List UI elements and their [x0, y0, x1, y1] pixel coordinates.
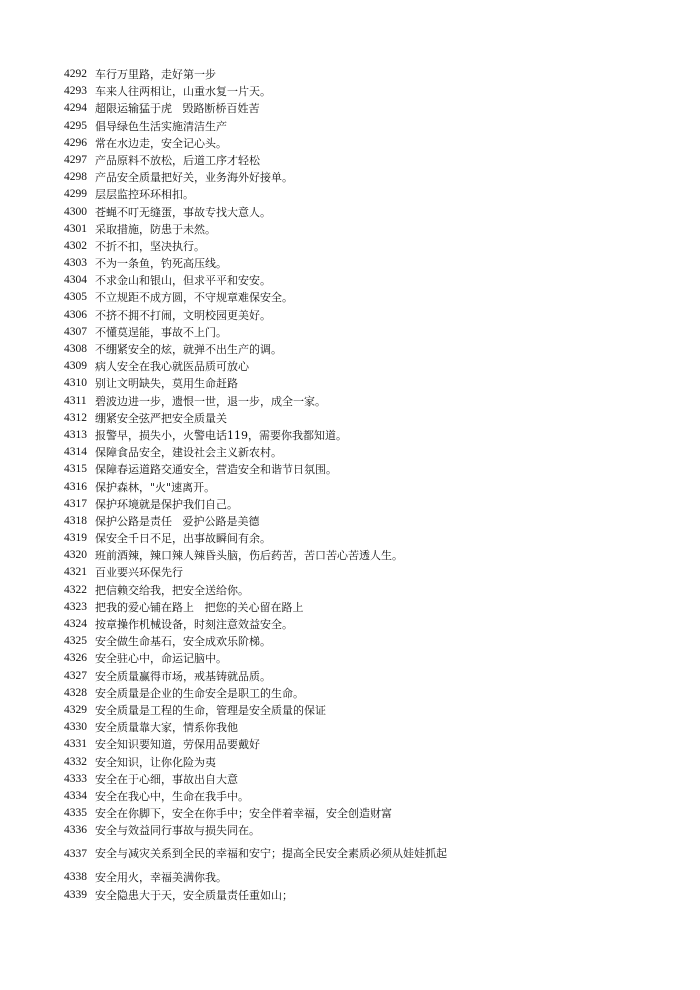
entry-text: 不立规距不成方圆，不守规章难保安全。 [95, 291, 293, 305]
entry-number: 4305 [64, 291, 87, 304]
entry-number: 4318 [64, 514, 87, 527]
list-item [64, 341, 464, 358]
slogan-list [64, 66, 464, 904]
entry-number: 4316 [64, 480, 87, 493]
entry-text: 安全与效益同行事故与损失同在。 [95, 824, 260, 838]
list-item [64, 324, 464, 341]
list-item [64, 513, 464, 530]
entry-text: 安全驻心中，命运记脑中。 [95, 652, 227, 666]
list-item [64, 393, 464, 410]
entry-number: 4336 [64, 824, 87, 837]
list-item [64, 839, 464, 869]
list-item [64, 547, 464, 564]
entry-number: 4324 [64, 618, 87, 630]
entry-number: 4311 [64, 394, 87, 407]
entry-text: 保护森林，"火"速离开。 [95, 480, 216, 494]
entry-text: 安全质量赢得市场，戒基铸就品质。 [95, 669, 271, 683]
list-item [64, 633, 464, 650]
entry-number: 4330 [64, 721, 87, 734]
list-item [64, 736, 464, 753]
entry-number: 4337 [64, 848, 87, 861]
entry-number: 4299 [64, 188, 87, 201]
entry-number: 4333 [64, 772, 87, 785]
list-item [64, 289, 464, 306]
entry-number: 4312 [64, 411, 87, 424]
list-item [64, 599, 464, 616]
list-item [64, 564, 464, 581]
entry-text: 产品原料不放松，后道工序才轻松 [95, 153, 260, 167]
list-item [64, 702, 464, 719]
entry-number: 4338 [64, 871, 87, 884]
entry-text: 保护公路是责任 爱护公路是美德 [95, 514, 260, 528]
entry-text: 不为一条鱼，钓死高压线。 [95, 257, 227, 271]
entry-text: 不懂莫逞能，事故不上门。 [95, 325, 227, 339]
entry-text: 别让文明缺失，莫用生命赶路 [95, 377, 238, 391]
entry-text: 安全隐患大于天，安全质量责任重如山； [95, 888, 293, 902]
entry-number: 4326 [64, 652, 87, 665]
entry-number: 4293 [64, 85, 87, 98]
entry-number: 4332 [64, 755, 87, 768]
list-item [64, 668, 464, 685]
entry-number: 4301 [64, 222, 87, 235]
entry-text: 安全质量是企业的生命安全是职工的生命。 [95, 686, 304, 700]
entry-number: 4303 [64, 257, 87, 270]
entry-number: 4295 [64, 119, 87, 132]
entry-number: 4321 [64, 566, 87, 579]
list-item [64, 444, 464, 461]
entry-text: 安全质量是工程的生命，管理是安全质量的保证 [95, 703, 326, 717]
entry-text: 产品安全质量把好关，业务海外好接单。 [95, 171, 293, 185]
entry-text: 碧波边进一步，遗恨一世，退一步，成全一家。 [95, 394, 326, 408]
list-item [64, 822, 464, 839]
entry-text: 安全在你脚下，安全在你手中；安全伴着幸福，安全创造财富 [95, 807, 392, 821]
entry-text: 安全用火，幸福美满你我。 [95, 871, 227, 885]
entry-text: 倡导绿色生活实施清洁生产 [95, 119, 227, 133]
entry-number: 4309 [64, 360, 87, 373]
entry-text: 把我的爱心铺在路上 把您的关心留在路上 [95, 600, 304, 614]
list-item [64, 358, 464, 375]
entry-text: 把信赖交给我，把安全送给你。 [95, 583, 249, 597]
entry-text: 采取措施，防患于未然。 [95, 222, 216, 236]
list-item [64, 496, 464, 513]
list-item [64, 719, 464, 736]
list-item [64, 83, 464, 100]
entry-text: 不挤不拥不打闹，文明校园更美好。 [95, 308, 271, 322]
entry-text: 保障食品安全，建设社会主义新农村。 [95, 446, 282, 460]
list-item [64, 204, 464, 221]
list-item [64, 754, 464, 771]
list-item [64, 238, 464, 255]
list-item [64, 152, 464, 169]
entry-text: 安全做生命基石，安全成欢乐阶梯。 [95, 635, 271, 649]
entry-text: 安全在我心中，生命在我手中。 [95, 789, 249, 803]
list-item [64, 887, 464, 904]
list-item [64, 221, 464, 238]
entry-number: 4320 [64, 549, 87, 562]
entry-number: 4319 [64, 532, 87, 545]
entry-number: 4296 [64, 136, 87, 149]
entry-number: 4308 [64, 343, 87, 355]
list-item [64, 530, 464, 547]
list-item [64, 685, 464, 702]
entry-number: 4294 [64, 102, 87, 115]
entry-number: 4292 [64, 68, 87, 80]
entry-number: 4327 [64, 669, 87, 682]
entry-number: 4339 [64, 888, 87, 901]
entry-number: 4307 [64, 325, 87, 338]
list-item [64, 272, 464, 289]
entry-text: 绷紧安全弦严把安全质量关 [95, 411, 227, 425]
entry-text: 报警早，损失小，火警电话119，需要你我都知道。 [95, 428, 347, 442]
entry-text: 不绷紧安全的炫，就弹不出生产的调。 [95, 343, 282, 356]
list-item [64, 427, 464, 444]
entry-number: 4298 [64, 171, 87, 184]
entry-text: 层层监控环环相扣。 [95, 188, 194, 202]
entry-text: 百业要兴环保先行 [95, 566, 183, 580]
entry-number: 4329 [64, 703, 87, 716]
list-item [64, 788, 464, 805]
entry-number: 4302 [64, 239, 87, 252]
list-item [64, 307, 464, 324]
list-item [64, 771, 464, 788]
list-item [64, 582, 464, 599]
entry-number: 4314 [64, 446, 87, 459]
entry-number: 4317 [64, 497, 87, 510]
list-item [64, 616, 464, 633]
entry-number: 4325 [64, 635, 87, 648]
entry-text: 病人安全在我心就医品质可放心 [95, 360, 249, 374]
list-item [64, 169, 464, 186]
entry-text: 常在水边走，安全记心头。 [95, 136, 227, 150]
entry-text: 安全知识要知道，劳保用品要戴好 [95, 738, 260, 752]
entry-text: 安全质量靠大家，情系你我他 [95, 721, 238, 735]
entry-number: 4304 [64, 274, 87, 287]
entry-text: 安全与减灾关系到全民的幸福和安宁；提高全民安全素质必须从娃娃抓起 [95, 847, 447, 861]
entry-text: 安全知识，让你化险为夷 [95, 755, 216, 769]
list-item [64, 66, 464, 83]
entry-number: 4335 [64, 807, 87, 820]
entry-text: 车来人往两相让，山重水复一片天。 [95, 85, 271, 99]
entry-text: 班前酒辣，辣口辣人辣昏头脑，伤后药苦，苦口苦心苦透人生。 [95, 549, 403, 563]
entry-number: 4322 [64, 583, 87, 596]
entry-text: 按章操作机械设备，时刻注意效益安全。 [95, 618, 293, 631]
entry-number: 4315 [64, 463, 87, 476]
entry-number: 4306 [64, 308, 87, 321]
list-item [64, 135, 464, 152]
list-item [64, 461, 464, 478]
list-item [64, 100, 464, 117]
list-item [64, 410, 464, 427]
list-item [64, 186, 464, 203]
entry-number: 4334 [64, 789, 87, 802]
entry-text: 超限运输猛于虎 毁路断桥百姓苦 [95, 102, 260, 116]
list-item [64, 650, 464, 667]
list-item [64, 255, 464, 272]
list-item [64, 118, 464, 135]
entry-number: 4323 [64, 600, 87, 613]
entry-number: 4297 [64, 153, 87, 166]
entry-text: 不折不扣，坚决执行。 [95, 239, 205, 253]
entry-text: 保护环境就是保护我们自己。 [95, 497, 238, 511]
entry-text: 车行万里路，走好第一步 [95, 68, 216, 81]
entry-number: 4313 [64, 428, 87, 441]
list-item [64, 805, 464, 822]
entry-number: 4300 [64, 205, 87, 218]
entry-text: 不求金山和银山，但求平平和安安。 [95, 274, 271, 288]
entry-text: 保障春运道路交通安全，营造安全和谐节日氛围。 [95, 463, 337, 477]
entry-number: 4310 [64, 377, 87, 390]
entry-text: 保安全千日不足，出事故瞬间有余。 [95, 532, 271, 546]
list-item [64, 479, 464, 496]
list-item [64, 869, 464, 886]
entry-text: 安全在于心细，事故出自大意 [95, 772, 238, 786]
entry-number: 4328 [64, 686, 87, 699]
entry-text: 苍蝇不叮无缝蛋，事故专找大意人。 [95, 205, 271, 219]
list-item [64, 375, 464, 392]
entry-number: 4331 [64, 738, 87, 751]
